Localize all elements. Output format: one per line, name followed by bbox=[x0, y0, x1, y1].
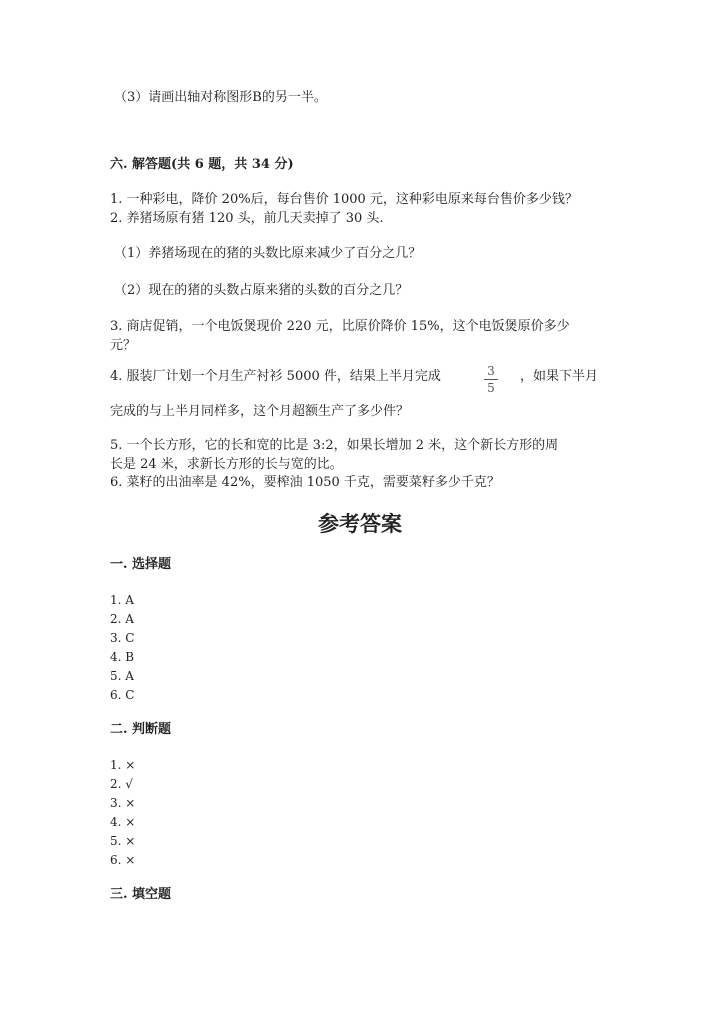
question-3-line-1: 3. 商店促销，一个电饭煲现价 220 元，比原价降价 15%，这个电饭煲原价多少 bbox=[110, 319, 570, 334]
question-1: 1. 一种彩电，降价 20%后，每台售价 1000 元，这种彩电原来每台售价多少钱？ bbox=[110, 192, 578, 207]
judge-section-heading: 二. 判断题 bbox=[110, 722, 172, 737]
choice-answer: 4. B bbox=[110, 650, 135, 664]
choice-answer: 3. C bbox=[110, 631, 135, 645]
fraction-numerator: 3 bbox=[487, 364, 495, 378]
section-6-heading: 六. 解答题(共 6 题，共 34 分) bbox=[110, 157, 294, 172]
judge-answer: 6. × bbox=[110, 853, 136, 867]
question-3-line-2: 元？ bbox=[110, 338, 137, 353]
fraction-denominator: 5 bbox=[487, 381, 495, 395]
judge-answer: 1. × bbox=[110, 758, 136, 772]
fraction-bar bbox=[484, 379, 498, 380]
choice-answer: 2. A bbox=[110, 612, 134, 626]
question-2-part-2: （2）现在的猪的头数占原来猪的头数的百分之几？ bbox=[114, 283, 409, 298]
question-5-line-1: 5. 一个长方形，它的长和宽的比是 3:2，如果长增加 2 米，这个新长方形的周 bbox=[110, 438, 559, 453]
question-6: 6. 菜籽的出油率是 42%，要榨油 1050 千克，需要菜籽多少千克？ bbox=[110, 475, 500, 490]
question-part-3-b: （3）请画出轴对称图形B的另一半。 bbox=[114, 90, 327, 105]
choice-answer: 5. A bbox=[110, 669, 134, 683]
choice-section-heading: 一. 选择题 bbox=[110, 557, 172, 572]
judge-answer: 2. √ bbox=[110, 777, 133, 791]
question-2-part-1: （1）养猪场现在的猪的头数比原来减少了百分之几？ bbox=[114, 246, 422, 261]
question-4-line-2: 完成的与上半月同样多，这个月超额生产了多少件？ bbox=[110, 404, 410, 419]
fill-section-heading: 三. 填空题 bbox=[110, 887, 172, 902]
question-4-part-1: 4. 服装厂计划一个月生产衬衫 5000 件，结果上半月完成 bbox=[110, 369, 441, 384]
judge-answer: 3. × bbox=[110, 796, 136, 810]
question-2: 2. 养猪场原有猪 120 头，前几天卖掉了 30 头. bbox=[110, 211, 384, 226]
question-5-line-2: 长是 24 米，求新长方形的长与宽的比。 bbox=[110, 457, 343, 472]
question-4-part-2: ，如果下半月 bbox=[520, 369, 599, 384]
fraction-three-fifths bbox=[484, 364, 498, 395]
judge-answer: 5. × bbox=[110, 834, 136, 848]
answer-key-title: 参考答案 bbox=[318, 511, 402, 536]
choice-answer: 6. C bbox=[110, 688, 135, 702]
choice-answer: 1. A bbox=[110, 593, 134, 607]
judge-answer: 4. × bbox=[110, 815, 136, 829]
